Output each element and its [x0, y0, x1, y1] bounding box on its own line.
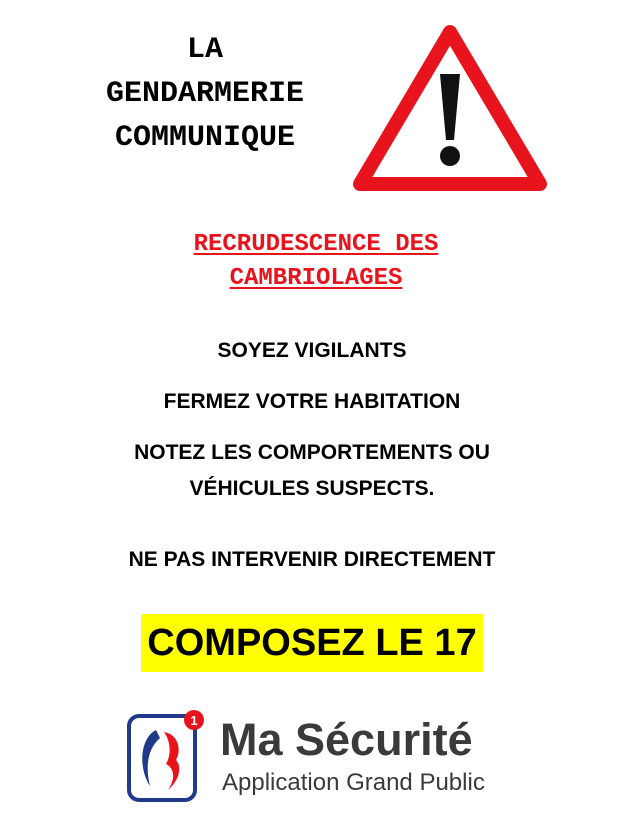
- call-to-action: [0, 614, 624, 672]
- headline-line-2: CAMBRIOLAGES: [229, 265, 403, 292]
- app-icon-frame: [129, 716, 195, 800]
- notification-badge-count: 1: [190, 713, 198, 728]
- exclamation-dot: [440, 146, 460, 166]
- title-line-1: LA: [186, 33, 223, 67]
- ma-securite-app-icon: [126, 708, 206, 804]
- advice-lock-home: FERMEZ VOTRE HABITATION: [163, 390, 461, 413]
- advice-no-intervene: NE PAS INTERVENIR DIRECTEMENT: [128, 548, 496, 571]
- advice-note-line-1: NOTEZ LES COMPORTEMENTS OU: [134, 441, 490, 464]
- title-line-3: COMMUNIQUE: [114, 121, 296, 155]
- warning-triangle-icon: [352, 22, 548, 192]
- title-line-2: GENDARMERIE: [105, 77, 305, 111]
- communique-title: [60, 28, 350, 160]
- advice-vigilant: SOYEZ VIGILANTS: [217, 339, 407, 362]
- app-name: Ma Sécurité: [220, 714, 473, 765]
- call-17-highlight: COMPOSEZ LE 17: [141, 614, 482, 672]
- headline-line-1: RECRUDESCENCE DES: [193, 231, 439, 258]
- headline: [100, 228, 532, 296]
- app-tagline: Application Grand Public: [222, 769, 485, 796]
- advice-note-line-2: VÉHICULES SUSPECTS.: [189, 477, 435, 500]
